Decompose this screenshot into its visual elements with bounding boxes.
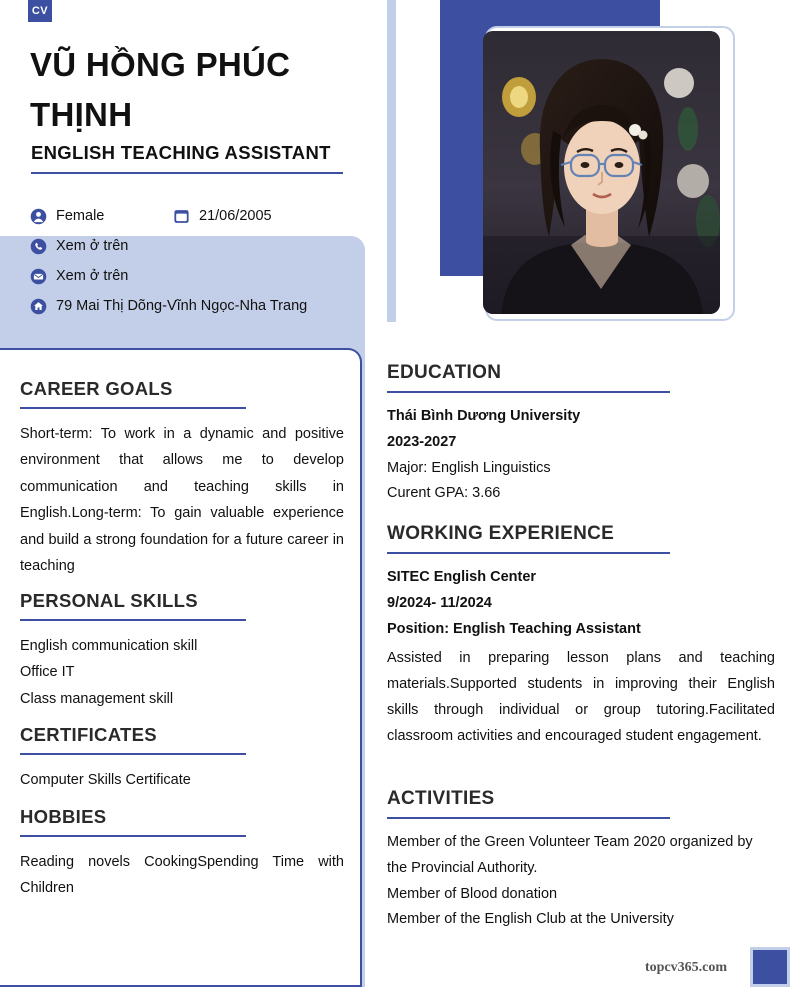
education-major: Major: English Linguistics [387,459,551,476]
experience-period: 9/2024- 11/2024 [387,594,492,611]
section-body [387,404,775,507]
list-item: Computer Skills Certificate [20,772,191,788]
job-title: ENGLISH TEACHING ASSISTANT [31,142,343,174]
contact-row [30,205,350,227]
section-title: HOBBIES [20,806,246,837]
section-body [20,633,344,712]
contact-gender-value: Female [56,208,105,224]
contact-birthday-value: 21/06/2005 [199,208,272,224]
contact-birthday [173,208,272,225]
envelope-icon [30,268,47,285]
section-title: EDUCATION [387,362,670,393]
left-column [0,0,365,987]
contact-address [30,298,307,315]
page-title: VŨ HỒNG PHÚC THỊNH [30,46,291,133]
section-body [387,565,775,750]
education-years: 2023-2027 [387,433,457,450]
contact-row [30,235,350,257]
footer-brand: topcv365.com [644,960,727,975]
phone-icon [30,238,47,255]
section-certificates [20,724,344,793]
section-title: ACTIVITIES [387,788,670,819]
footer-corner-block [750,947,790,987]
section-title: CAREER GOALS [20,378,246,409]
calendar-icon [173,208,190,225]
experience-position: Position: English Teaching Assistant [387,620,641,637]
experience-company: SITEC English Center [387,569,537,585]
section-education [387,362,775,507]
section-working-experience [387,523,775,750]
section-title: PERSONAL SKILLS [20,590,246,621]
education-gpa: Curent GPA: 3.66 [387,485,501,502]
list-item: Office IT [20,664,75,681]
section-career-goals [20,378,344,579]
list-item: English communication skill [20,638,198,654]
section-body [387,830,775,933]
home-icon [30,298,47,315]
education-school: Thái Bình Dương University [387,408,581,424]
avatar [483,31,720,314]
contact-address-value: 79 Mai Thị Dõng-Vĩnh Ngọc-Nha Trang [56,298,308,314]
contact-phone [30,238,128,255]
section-hobbies [20,806,344,902]
section-title: CERTIFICATES [20,724,246,755]
right-column [365,0,790,987]
experience-description: Assisted in preparing lesson plans and teaching materials.Supported students in improving their English skills through individual or group tutoring.Facilitated classroom activities and encouraged student engagement. [387,650,775,744]
list-item: Class management skill [20,690,174,707]
contact-gender [30,208,173,225]
section-body: Reading novels CookingSpending Time with Children [20,854,344,897]
contact-block [30,205,350,325]
section-body [20,767,344,793]
section-body: Short-term: To work in a dynamic and positive environment that allows me to develop communication and teaching skills in English.Long-term: To gain valuable experience and build a strong foundation for a future career in teaching [20,426,344,574]
contact-row [30,295,350,317]
list-item: Member of the Green Volunteer Team 2020 organized by the Provincial Authority. [387,834,753,876]
contact-email-value: Xem ở trên [56,268,129,284]
cv-badge: CV [28,0,52,22]
accent-bar [387,0,396,322]
list-item: Member of Blood donation [387,885,558,902]
section-title: WORKING EXPERIENCE [387,523,670,554]
contact-email [30,268,128,285]
contact-row [30,265,350,287]
section-personal-skills [20,590,344,712]
contact-phone-value: Xem ở trên [56,238,129,254]
list-item: Member of the English Club at the University [387,911,674,928]
user-circle-icon [30,208,47,225]
section-activities [387,788,775,933]
